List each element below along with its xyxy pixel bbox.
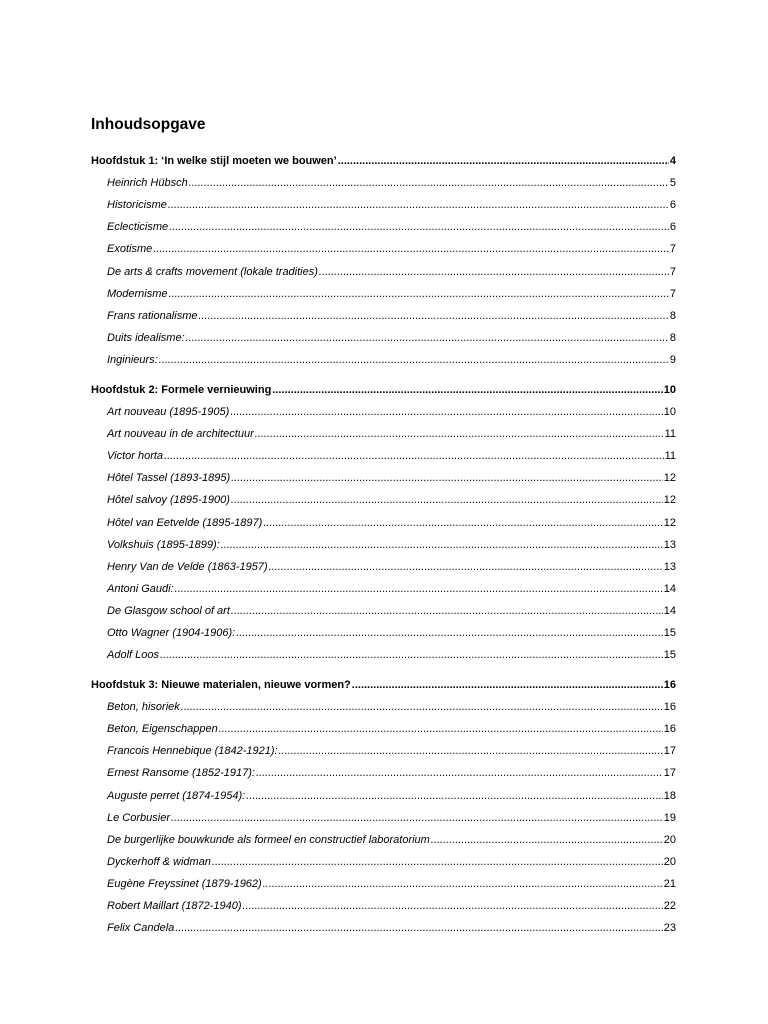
toc-section-entry[interactable]: [107, 810, 676, 826]
toc-entry-label: Beton, Eigenschappen: [107, 723, 218, 735]
toc-section-entry[interactable]: [107, 920, 676, 936]
toc-entry-label: Hôtel Tassel (1893-1895): [107, 472, 231, 484]
toc-section-entry[interactable]: [107, 175, 676, 191]
toc-page-number: 19: [663, 812, 676, 824]
toc-chapter-entry[interactable]: [91, 677, 676, 693]
toc-page-number: 20: [663, 856, 676, 868]
toc-entry-label: De arts & crafts movement (lokale tradities): [107, 266, 318, 278]
toc-entry-label: Beton, hisoriek: [107, 701, 180, 713]
dot-leader: [175, 920, 662, 936]
dot-leader: [231, 470, 663, 486]
toc-page-number: 23: [663, 922, 676, 934]
dot-leader: [169, 219, 669, 235]
toc-page-number: 14: [663, 583, 676, 595]
toc-page-number: 13: [663, 561, 676, 573]
dot-leader: [272, 382, 662, 398]
toc-page-number: 7: [669, 266, 676, 278]
toc-page-number: 16: [663, 723, 676, 735]
toc-page-number: 7: [669, 243, 676, 255]
toc-page-number: 16: [663, 679, 676, 691]
dot-leader: [246, 788, 663, 804]
toc-page-number: 16: [663, 701, 676, 713]
toc-page-number: 9: [669, 354, 676, 366]
toc-entry-label: Frans rationalisme: [107, 310, 198, 322]
toc-entry-label: Hoofdstuk 1: ‘In welke stijl moeten we bouwen’: [91, 155, 337, 167]
toc-entry-label: Felix Candela: [107, 922, 175, 934]
toc-entry-label: Hoofdstuk 2: Formele vernieuwing: [91, 384, 272, 396]
toc-entry-label: Antoni Gaudi:: [107, 583, 174, 595]
toc-section-entry[interactable]: [107, 448, 676, 464]
toc-section-entry[interactable]: [107, 832, 676, 848]
toc-section-entry[interactable]: [107, 765, 676, 781]
toc-entry-label: Volkshuis (1895-1899):: [107, 539, 220, 551]
toc-entry-label: Eugène Freyssinet (1879-1962): [107, 878, 262, 890]
toc-section-entry[interactable]: [107, 308, 676, 324]
toc-entry-label: Victor horta: [107, 450, 164, 462]
toc-entry-label: De burgerlijke bouwkunde als formeel en constructief laboratorium: [107, 834, 430, 846]
toc-entry-label: Ernest Ransome (1852-1917):: [107, 767, 255, 779]
toc-page-number: 11: [664, 428, 676, 440]
toc-section-entry[interactable]: [107, 559, 676, 575]
dot-leader: [221, 537, 663, 553]
toc-page-number: 11: [664, 450, 676, 462]
toc-page-number: 12: [663, 494, 676, 506]
dot-leader: [352, 677, 663, 693]
toc-page-number: 5: [669, 177, 676, 189]
dot-leader: [256, 765, 663, 781]
toc-entry-label: Francois Hennebique (1842-1921):: [107, 745, 278, 757]
toc-section-entry[interactable]: [107, 625, 676, 641]
toc-entry-label: Art nouveau in de architectuur: [107, 428, 254, 440]
toc-page-number: 14: [663, 605, 676, 617]
toc-page-number: 15: [663, 627, 676, 639]
toc-entry-label: Le Corbusier: [107, 812, 170, 824]
toc-entry-label: Inginieurs:: [107, 354, 158, 366]
toc-section-entry[interactable]: [107, 241, 676, 257]
dot-leader: [255, 426, 664, 442]
dot-leader: [168, 197, 669, 213]
toc-entry-label: Historicisme: [107, 199, 167, 211]
toc-entry-label: Modernisme: [107, 288, 168, 300]
toc-page-number: 18: [663, 790, 676, 802]
dot-leader: [263, 876, 663, 892]
toc-entry-label: Dyckerhoff & widman: [107, 856, 211, 868]
toc-page-number: 12: [663, 517, 676, 529]
toc-entry-label: Duits idealisme:: [107, 332, 185, 344]
toc-page-number: 17: [663, 767, 676, 779]
toc-section-entry[interactable]: [107, 581, 676, 597]
dot-leader: [338, 153, 669, 169]
toc-page-number: 17: [663, 745, 676, 757]
toc-chapter-entry[interactable]: [91, 153, 676, 169]
toc-entry-label: Henry Van de Velde (1863-1957): [107, 561, 268, 573]
toc-title: Inhoudsopgave: [91, 116, 206, 133]
dot-leader: [164, 448, 664, 464]
toc-section-entry[interactable]: [107, 603, 676, 619]
toc-page-number: 10: [663, 406, 676, 418]
toc-entry-label: Adolf Loos: [107, 649, 159, 661]
toc-page-number: 15: [663, 649, 676, 661]
toc-page-number: 20: [663, 834, 676, 846]
toc-section-entry[interactable]: [107, 264, 676, 280]
dot-leader: [230, 404, 662, 420]
dot-leader: [153, 241, 669, 257]
toc-page-number: 6: [669, 221, 676, 233]
toc-entry-label: Otto Wagner (1904-1906):: [107, 627, 236, 639]
toc-chapter-entry[interactable]: [91, 382, 676, 398]
toc-section-entry[interactable]: [107, 854, 676, 870]
toc-page-number: 21: [663, 878, 676, 890]
dot-leader: [279, 743, 663, 759]
toc-page-number: 22: [663, 900, 676, 912]
toc-section-entry[interactable]: [107, 404, 676, 420]
toc-section-entry[interactable]: [107, 330, 676, 346]
dot-leader: [236, 625, 663, 641]
dot-leader: [231, 492, 663, 508]
toc-page-number: 6: [669, 199, 676, 211]
toc-entry-label: De Glasgow school of art: [107, 605, 230, 617]
toc-page-number: 12: [663, 472, 676, 484]
dot-leader: [431, 832, 663, 848]
toc-page-number: 10: [663, 384, 676, 396]
dot-leader: [198, 308, 668, 324]
toc-entry-label: Exotisme: [107, 243, 153, 255]
toc-section-entry[interactable]: [107, 219, 676, 235]
toc-section-entry[interactable]: [107, 788, 676, 804]
toc-entry-label: Robert Maillart (1872-1940): [107, 900, 242, 912]
toc-entry-label: Hôtel van Eetvelde (1895-1897): [107, 517, 263, 529]
toc-entry-label: Auguste perret (1874-1954):: [107, 790, 246, 802]
dot-leader: [175, 581, 663, 597]
toc-section-entry[interactable]: [107, 352, 676, 368]
toc-section-entry[interactable]: [107, 647, 676, 663]
toc-page-number: 13: [663, 539, 676, 551]
toc-page-number: 8: [669, 310, 676, 322]
dot-leader: [169, 286, 669, 302]
toc-section-entry[interactable]: [107, 743, 676, 759]
dot-leader: [159, 352, 669, 368]
dot-leader: [219, 721, 663, 737]
dot-leader: [231, 603, 663, 619]
dot-leader: [319, 264, 669, 280]
toc-page-number: 4: [669, 155, 676, 167]
toc-section-entry[interactable]: [107, 470, 676, 486]
toc-section-entry[interactable]: [107, 426, 676, 442]
toc-entry-label: Hoofdstuk 3: Nieuwe materialen, nieuwe vormen?: [91, 679, 351, 691]
toc-entry-label: Hôtel salvoy (1895-1900): [107, 494, 230, 506]
toc-section-entry[interactable]: [107, 492, 676, 508]
toc-section-entry[interactable]: [107, 898, 676, 914]
dot-leader: [263, 515, 662, 531]
dot-leader: [212, 854, 663, 870]
toc-entry-label: Eclecticisme: [107, 221, 169, 233]
dot-leader: [243, 898, 663, 914]
dot-leader: [181, 699, 663, 715]
toc-section-entry[interactable]: [107, 515, 676, 531]
toc-section-entry[interactable]: [107, 721, 676, 737]
toc-section-entry[interactable]: [107, 876, 676, 892]
dot-leader: [269, 559, 663, 575]
toc-entry-label: Art nouveau (1895-1905): [107, 406, 230, 418]
dot-leader: [171, 810, 663, 826]
dot-leader: [189, 175, 669, 191]
toc-entry-label: Heinrich Hübsch: [107, 177, 188, 189]
dot-leader: [160, 647, 663, 663]
toc-section-entry[interactable]: [107, 537, 676, 553]
toc-section-entry[interactable]: [107, 197, 676, 213]
toc-page-number: 8: [669, 332, 676, 344]
toc-section-entry[interactable]: [107, 699, 676, 715]
toc-section-entry[interactable]: [107, 286, 676, 302]
toc-page-number: 7: [669, 288, 676, 300]
dot-leader: [186, 330, 669, 346]
